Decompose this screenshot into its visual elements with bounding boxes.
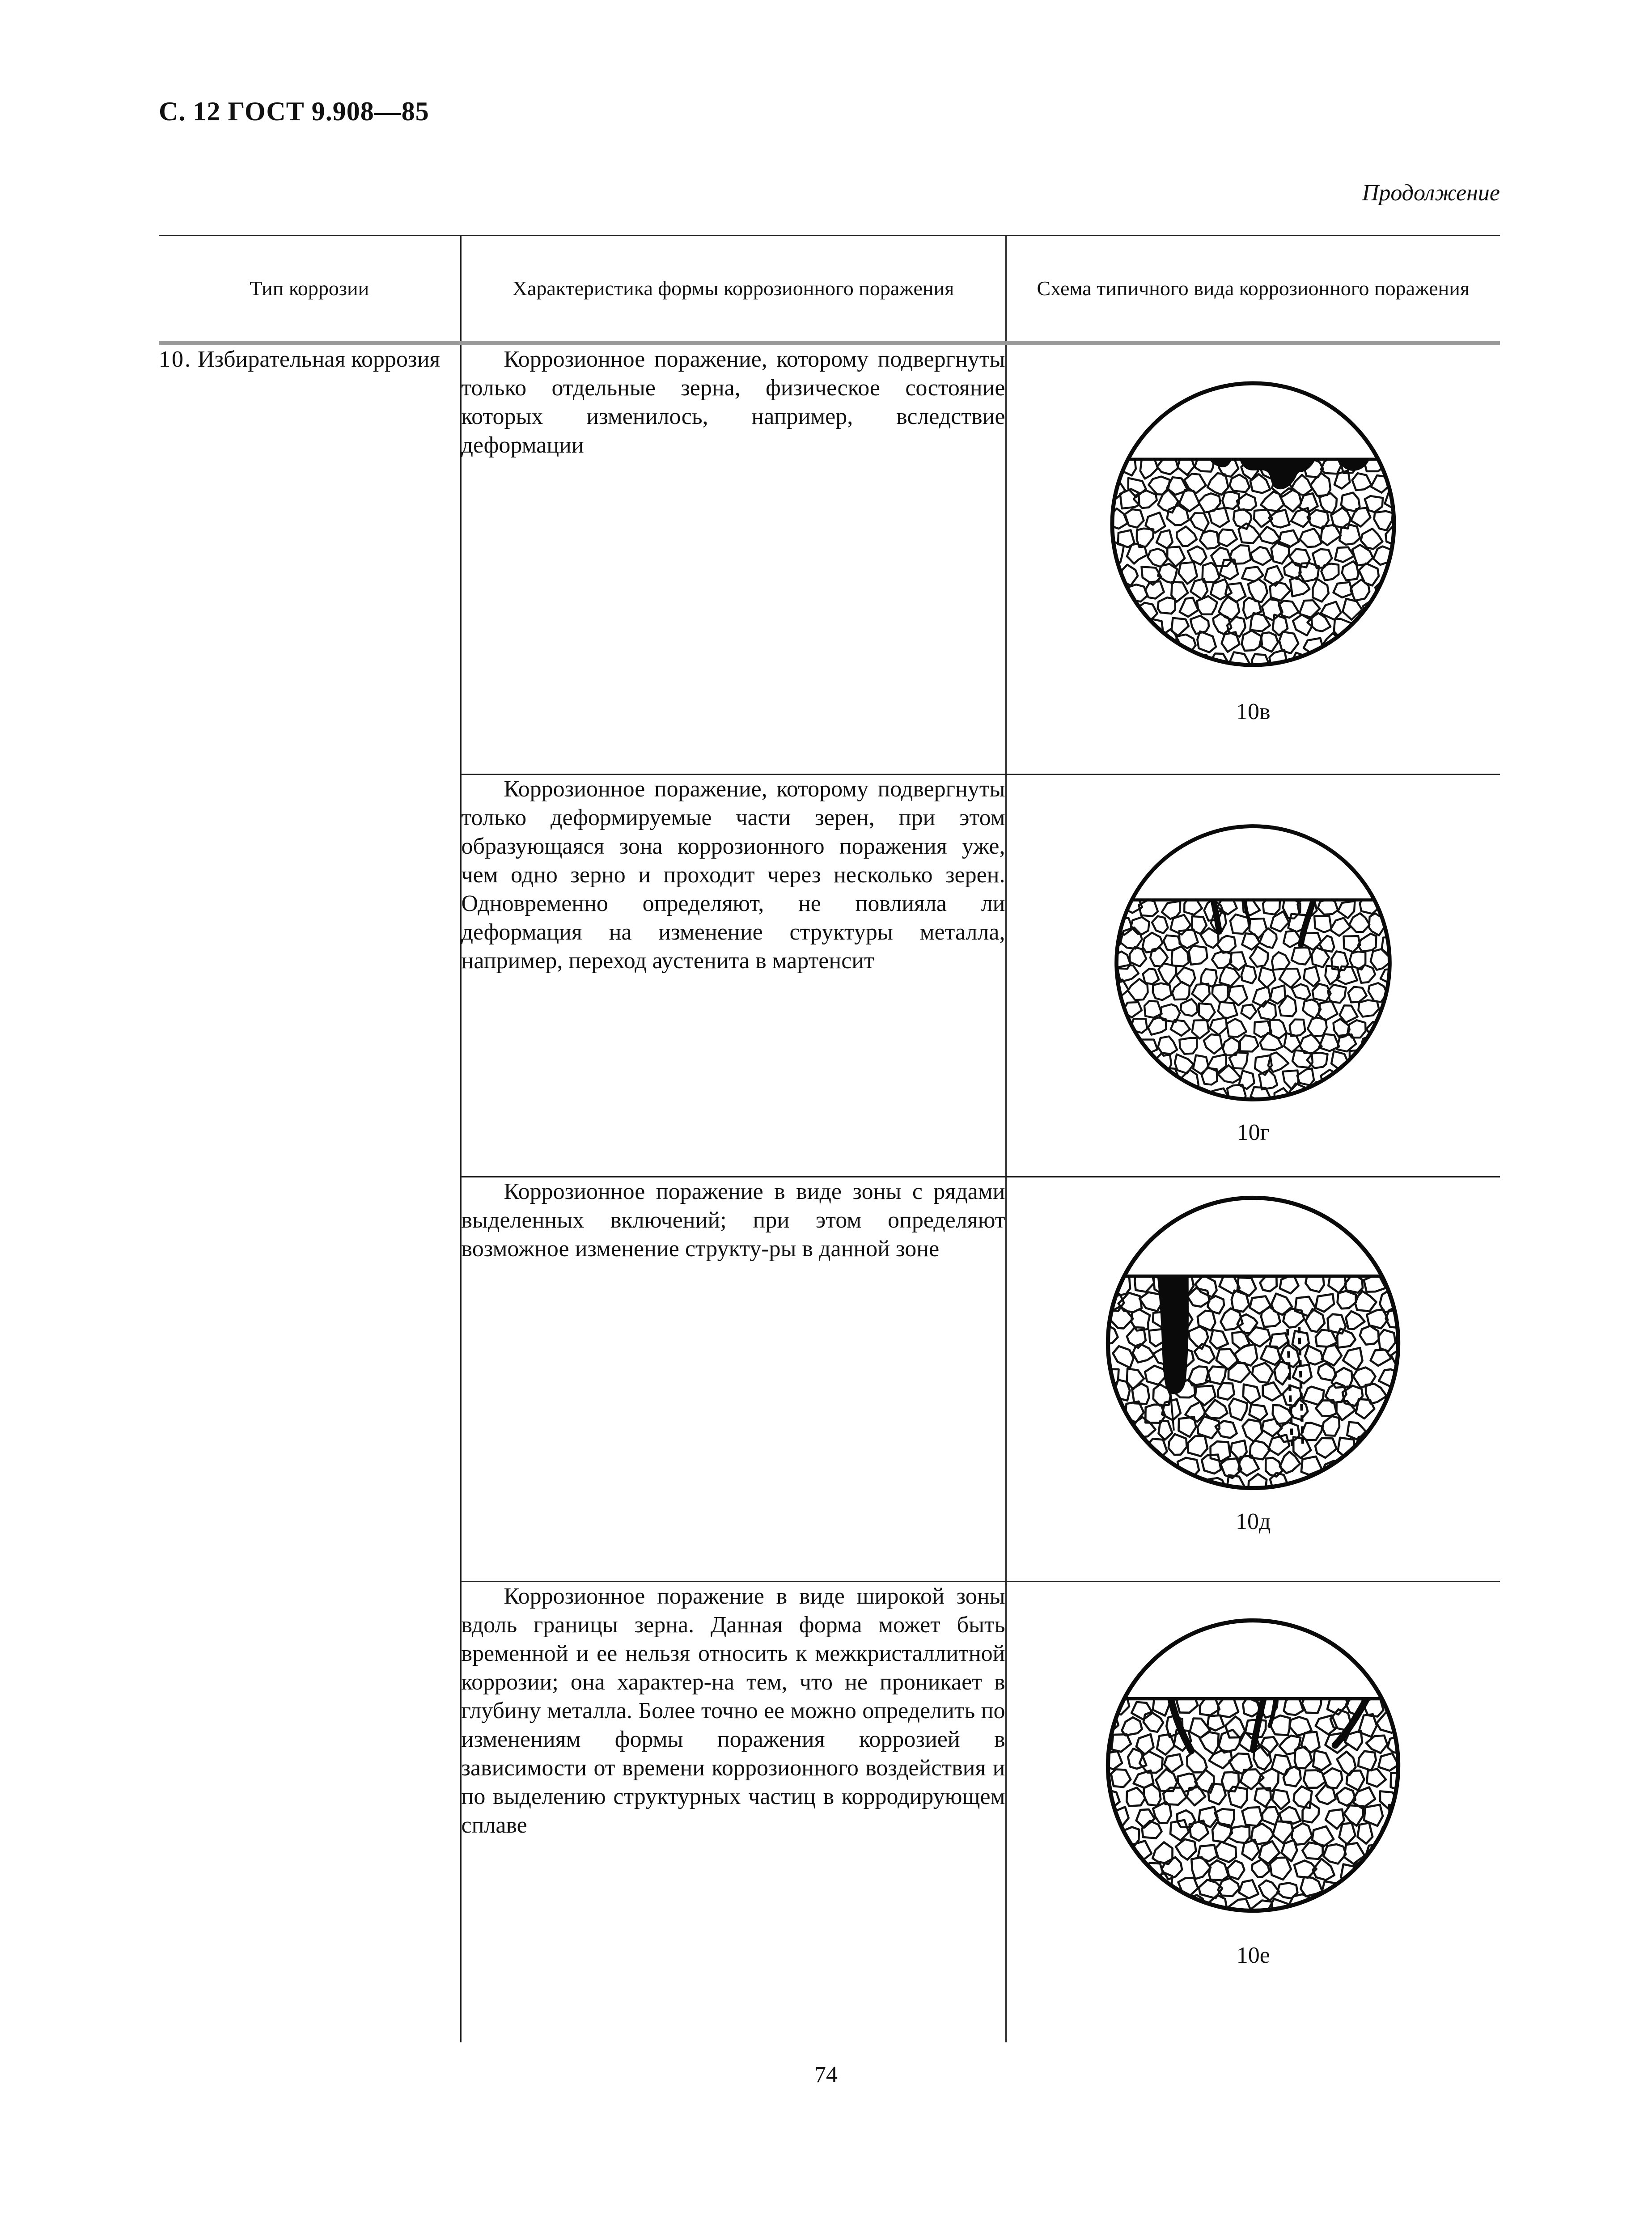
table-row	[159, 1177, 1500, 1582]
figure-10d-label: 10д	[1236, 1509, 1271, 1534]
column-header-type: Тип коррозии	[159, 236, 461, 343]
figure-cell	[1006, 1177, 1500, 1582]
figure-10e-diagram	[1101, 1613, 1405, 1918]
figure-10d-diagram	[1101, 1191, 1405, 1495]
page-number: 74	[814, 2062, 838, 2088]
figure-10v-diagram	[1106, 377, 1401, 672]
table-row	[159, 1582, 1500, 2042]
empty-type-cell	[159, 1177, 461, 1582]
description-cell: Коррозионное поражение, которому подвергнуты только отдельные зерна, физическое состояние которых изменилось, например, вследствие деформации	[461, 343, 1006, 775]
table-row	[159, 343, 1500, 775]
figure-cell	[1006, 343, 1500, 775]
figure-cell	[1006, 775, 1500, 1177]
column-header-scheme: Схема типичного вида коррозионного поражения	[1006, 236, 1500, 343]
description-cell: Коррозионное поражение в виде широкой зоны вдоль границы зерна. Данная форма может быть временной и ее нельзя относить к межкристаллитной коррозии; она характер-на тем, что не проникает в глубину металла. Более точно ее можно определить по изменениям формы поражения коррозией в зависимости от времени коррозионного воздействия и по выделению структурных частиц в корродирующем сплаве	[461, 1582, 1006, 2042]
corrosion-type-number: 10.	[159, 346, 192, 372]
figure-10g-diagram	[1110, 820, 1396, 1106]
corrosion-type-name: Избирательная коррозия	[198, 346, 441, 372]
column-header-description: Характеристика формы коррозионного поражения	[461, 236, 1006, 343]
figure-cell	[1006, 1582, 1500, 2042]
page-header: С. 12 ГОСТ 9.908—85	[159, 97, 429, 126]
empty-type-cell	[159, 1582, 461, 2042]
figure-10v-label: 10в	[1236, 699, 1271, 724]
figure-10g-label: 10г	[1237, 1120, 1270, 1145]
table-row	[159, 775, 1500, 1177]
continuation-label: Продолжение	[1362, 180, 1500, 206]
corrosion-types-table	[159, 235, 1500, 2042]
figure-10e-label: 10е	[1236, 1943, 1270, 1968]
empty-type-cell	[159, 775, 461, 1177]
corrosion-type-cell	[159, 343, 461, 775]
description-cell: Коррозионное поражение, которому подвергнуты только деформируемые части зерен, при этом образующаяся зона коррозионного поражения уже, чем одно зерно и проходит через несколько зерен. Одновременно определяют, не повлияла ли деформация на изменение структуры металла, например, переход аустенита в мартенсит	[461, 775, 1006, 1177]
description-cell: Коррозионное поражение в виде зоны с рядами выделенных включений; при этом определяют возможное изменение структу-ры в данной зоне	[461, 1177, 1006, 1582]
table-header-row	[159, 236, 1500, 343]
